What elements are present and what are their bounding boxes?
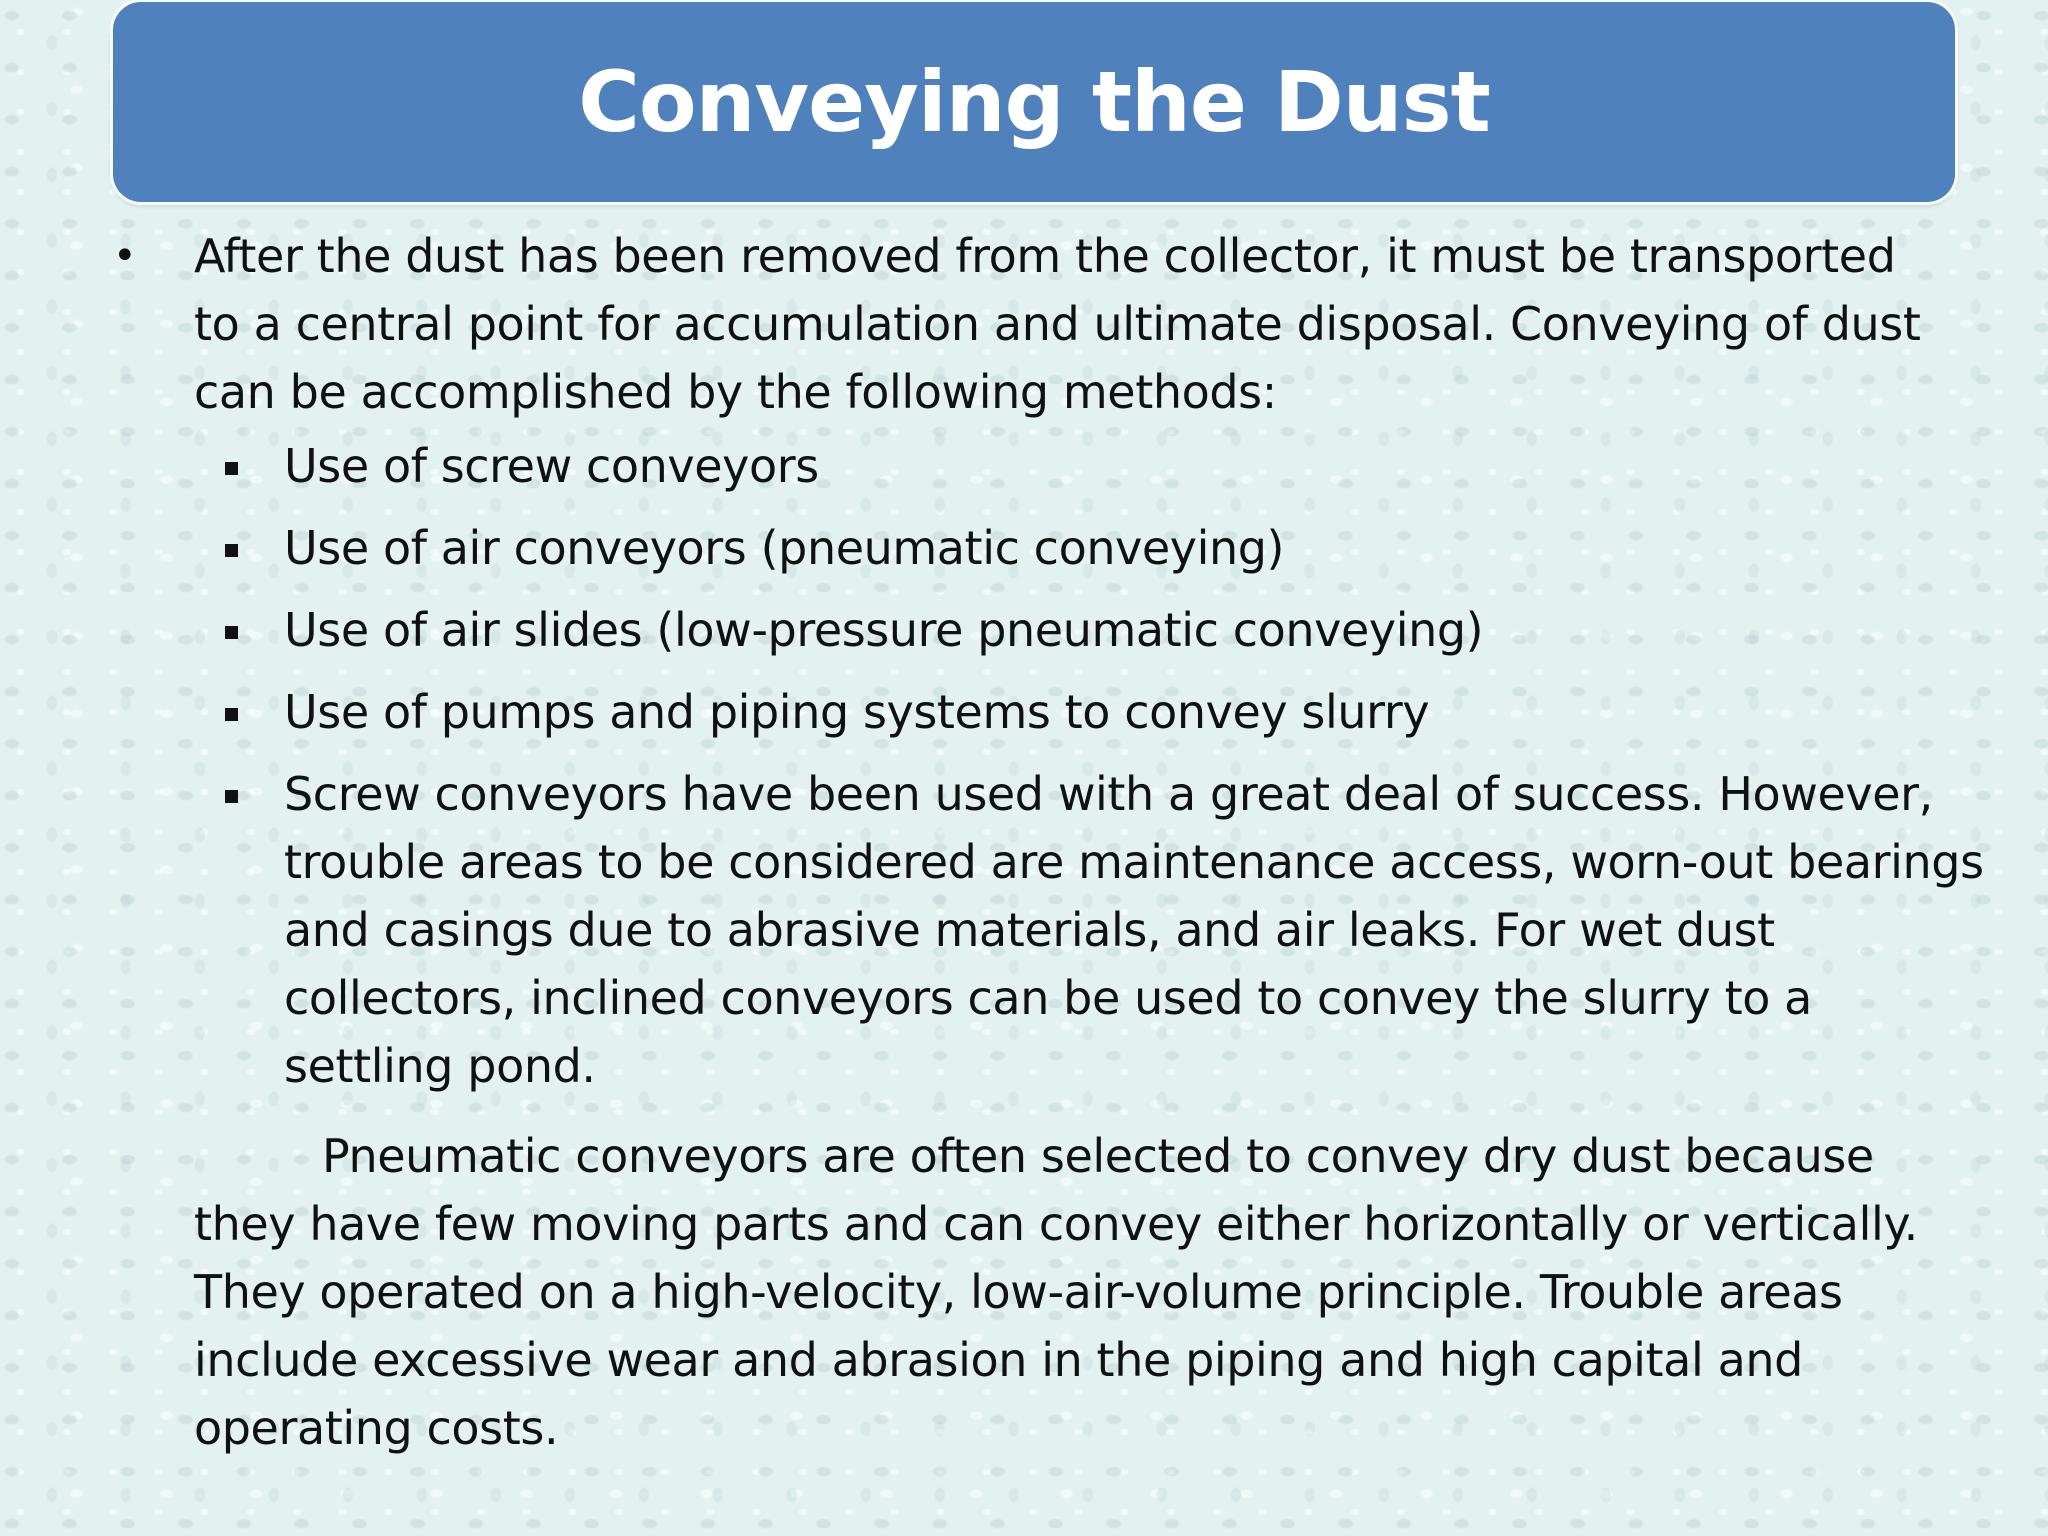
slide-title: Conveying the Dust (578, 53, 1490, 151)
square-bullet-icon (225, 544, 238, 557)
square-bullet-icon (225, 790, 238, 803)
method-text: Use of air slides (low-pressure pneumatic conveying) (284, 603, 1484, 657)
method-text: Use of screw conveyors (284, 439, 819, 493)
closing-paragraph: Pneumatic conveyors are often selected to convey dry dust because they have few moving parts and can convey either horizontally or vertically. They operated on a high-velocity, low-air-volume principle. Trouble areas include excessive wear and abrasion in the piping and high capital and operating costs. (194, 1129, 1918, 1455)
methods-list (0, 432, 2048, 1114)
list-item (0, 514, 1984, 582)
list-item (0, 678, 1984, 746)
square-bullet-icon (225, 708, 238, 721)
list-item (0, 432, 1984, 500)
method-text: Use of air conveyors (pneumatic conveying) (284, 521, 1285, 575)
list-item (0, 596, 1984, 664)
method-text: Screw conveyors have been used with a great deal of success. However, trouble areas to be considered are maintenance access, worn-out bearings and casings due to abrasive materials, and air leaks. For wet dust collectors, inclined conveyors can be used to convey the slurry to a settling pond. (284, 767, 1984, 1093)
square-bullet-icon (225, 462, 238, 475)
intro-paragraph: After the dust has been removed from the collector, it must be transported to a central point for accumulation and ultimate disposal. Conveying of dust can be accomplished by the following methods: (194, 229, 1921, 419)
list-item (0, 760, 1984, 1100)
square-bullet-icon (225, 626, 238, 639)
method-text: Use of pumps and piping systems to convey slurry (284, 685, 1430, 739)
bullet-dot-icon: • (113, 233, 137, 279)
